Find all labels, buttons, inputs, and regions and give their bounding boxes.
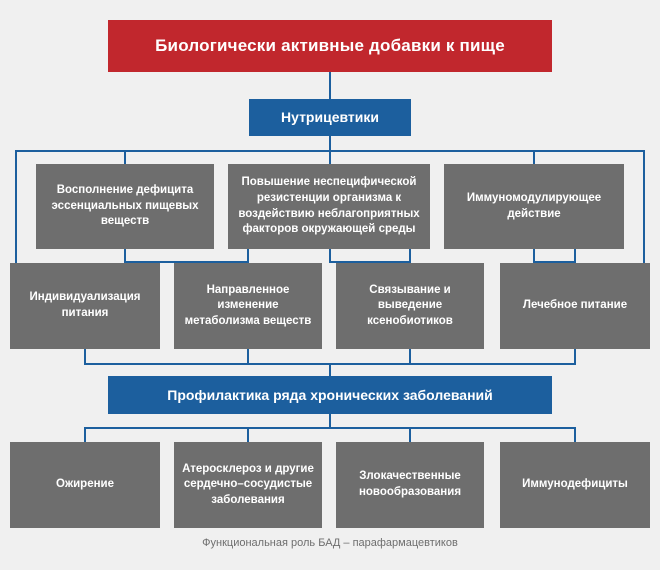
connector-row2c-up <box>409 249 411 263</box>
connector-bus-to-middle <box>329 363 331 376</box>
connector-to-row1-b <box>329 150 331 164</box>
connector-bus-left-drop <box>15 150 17 278</box>
connector-to-row3-b <box>247 427 249 442</box>
connector-title-to-nutri <box>329 72 331 99</box>
connector-to-row1-a <box>124 150 126 164</box>
connector-to-row3-c <box>409 427 411 442</box>
node-row1-item-2: Повышение неспецифической резистенции организма к воздействию неблагоприятных факторов окружающей среды <box>228 164 430 249</box>
node-row2-item-1: Индивидуализация питания <box>10 263 160 349</box>
diagram-title-node: Биологически активные добавки к пище <box>108 20 552 72</box>
node-row3-item-4: Иммунодефициты <box>500 442 650 528</box>
node-row3-item-3: Злокачественные новообразования <box>336 442 484 528</box>
connector-row2d-down <box>574 349 576 365</box>
connector-to-row3-a <box>84 427 86 442</box>
connector-to-row1-c <box>533 150 535 164</box>
diagram-caption: Функциональная роль БАД – парафармацевтиков <box>202 537 458 549</box>
node-row3-item-2: Атеросклероз и другие сердечно–сосудистые заболевания <box>174 442 322 528</box>
node-row3-item-1: Ожирение <box>10 442 160 528</box>
connector-to-row3-d <box>574 427 576 442</box>
connector-nutri-down <box>329 136 331 150</box>
connector-row2b-up <box>247 249 249 263</box>
node-row2-item-4: Лечебное питание <box>500 263 650 349</box>
connector-row2d-up <box>574 249 576 263</box>
connector-bus-right-drop <box>643 150 645 278</box>
node-nutricevtiki: Нутрицевтики <box>249 99 411 136</box>
connector-bus-row3 <box>84 427 574 429</box>
node-row2-item-2: Направленное изменение метаболизма веществ <box>174 263 322 349</box>
node-row2-item-3: Связывание и выведение ксенобиотиков <box>336 263 484 349</box>
node-row1-item-3: Иммуномодулирующее действие <box>444 164 624 249</box>
node-row1-item-1: Восполнение дефицита эссенциальных пищевых веществ <box>36 164 214 249</box>
node-profilaktika: Профилактика ряда хронических заболеваний <box>108 376 552 414</box>
connector-middle-down <box>329 414 331 428</box>
